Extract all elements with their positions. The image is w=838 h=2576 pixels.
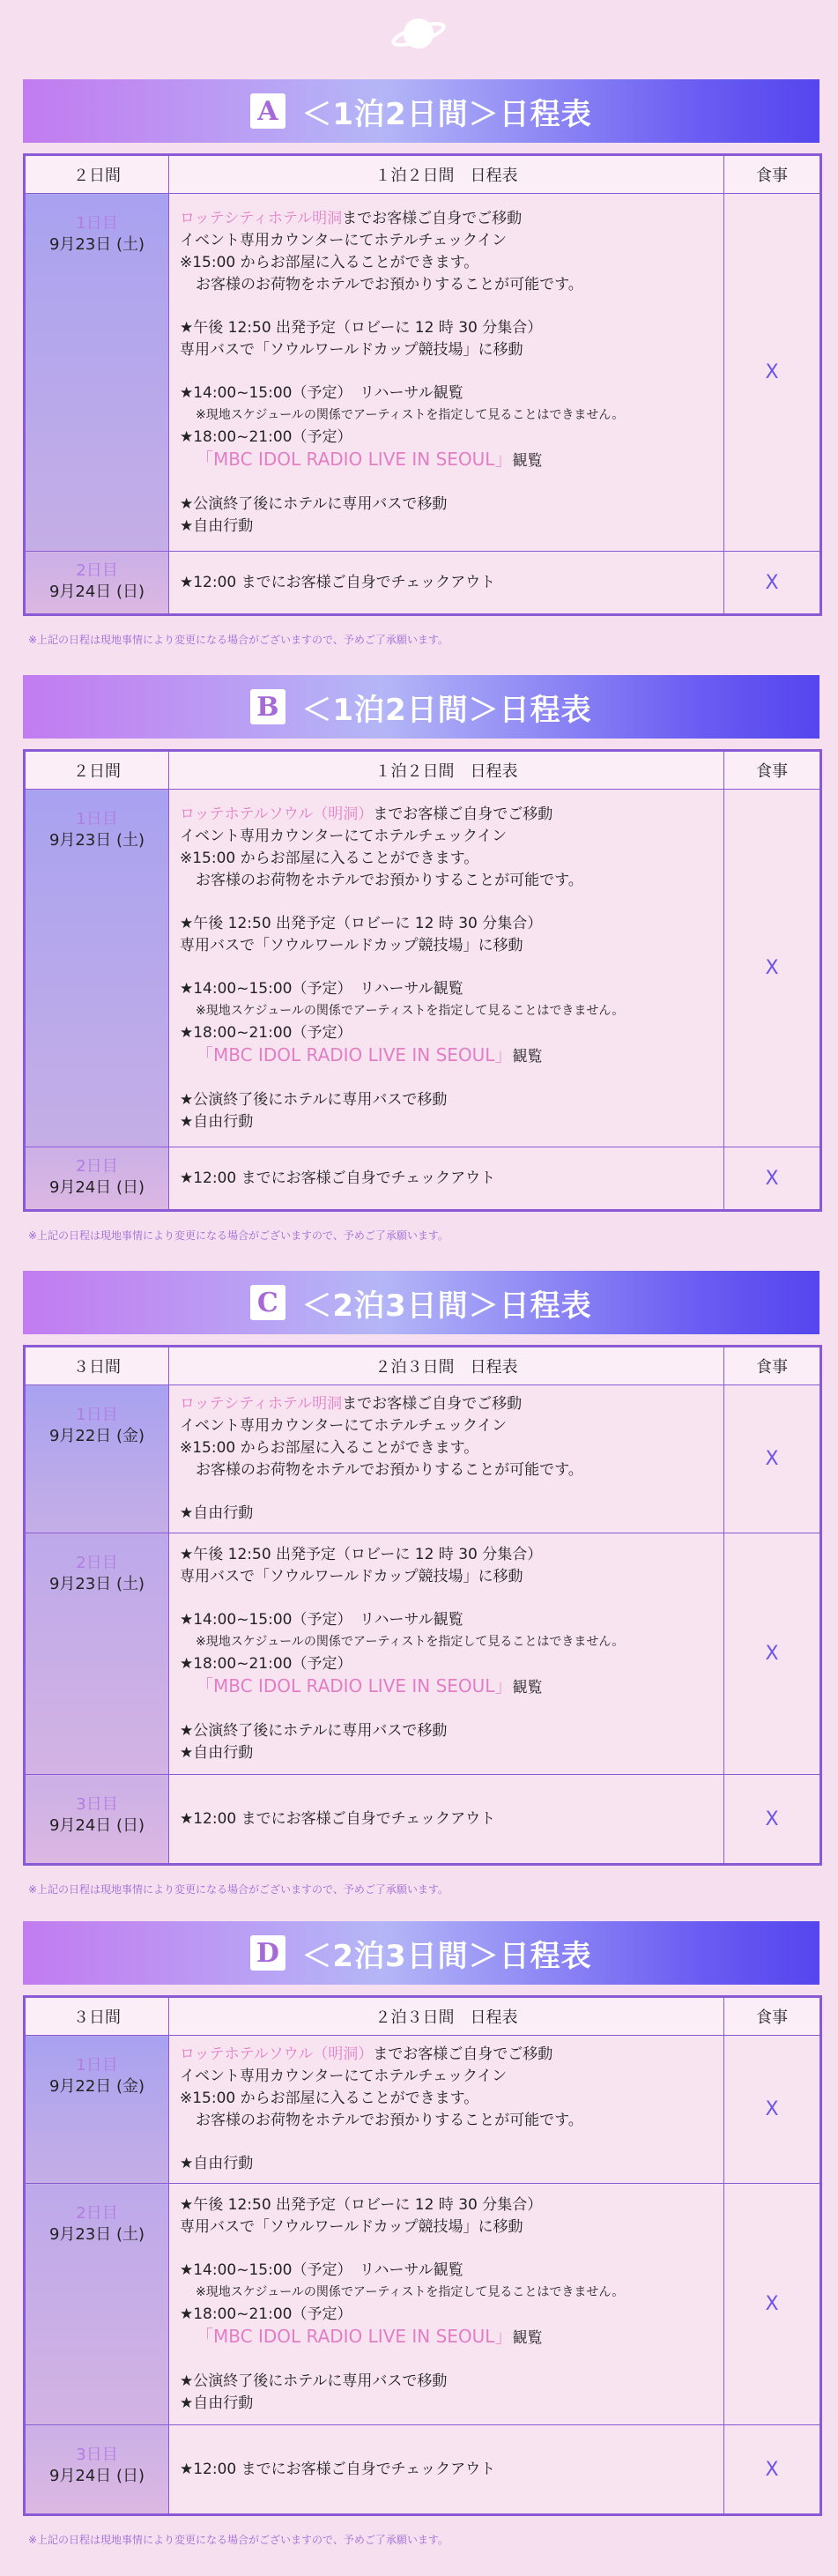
day-number: 3日目 [76,2446,118,2464]
day-date: 9月24日 (日) [48,583,145,601]
day-date: 9月22日 (金) [48,1427,145,1445]
room-time-text: ※15:00 からお部屋に入ることができます。 [180,2090,479,2107]
room-time-text: ※15:00 からお部屋に入ることができます。 [180,849,479,867]
day-date: 9月24日 (日) [48,2467,145,2485]
luggage-text: お客様のお荷物をホテルでお預かりすることが可能です。 [196,275,583,293]
section-banner [23,79,819,143]
header-meal: 食事 [724,155,821,194]
day-cell [25,552,169,615]
header-schedule: １泊２日間 日程表 [169,155,724,194]
hotel-name: ロッテシティホテル明洞 [180,209,343,227]
hotel-name: ロッテホテルソウル（明洞） [180,805,374,823]
rehearsal-text: ★14:00~15:00（予定） リハーサル観覧 [180,2260,463,2279]
show-name: 「MBC IDOL RADIO LIVE IN SEOUL」 [196,448,513,470]
show-name: 「MBC IDOL RADIO LIVE IN SEOUL」 [196,2325,513,2347]
return-text: ★公演終了後にホテルに専用バスで移動 [180,1090,448,1109]
day-cell [25,1533,169,1775]
table-row [25,2184,821,2425]
artist-note: ※現地スケジュールの関係でアーティストを指定して見ることはできません。 [196,1634,625,1649]
free-text: ★自由行動 [180,516,254,535]
luggage-text: お客様のお荷物をホテルでお預かりすることが可能です。 [196,2112,583,2129]
rehearsal-text: ★14:00~15:00（予定） リハーサル観覧 [180,1610,463,1629]
meal-cell: X [724,1147,821,1211]
return-text: ★公演終了後にホテルに専用バスで移動 [180,1721,448,1740]
depart-text: ★午後 12:50 出発予定（ロビーに 12 時 30 分集合） [180,1545,543,1563]
schedule-cell [169,1533,724,1775]
schedule-section-a [23,79,819,647]
day-number: 1日目 [76,810,118,828]
day-cell [25,1775,169,1865]
footnote: ※上記の日程は現地事情により変更になる場合がございますので、予めご了承願います。 [28,2534,449,2546]
hotel-suffix: までお客様ご自身でご移動 [373,805,553,823]
free-text: ★自由行動 [180,1112,254,1131]
watch-text: 観覧 [512,451,543,470]
day-date: 9月23日 (土) [48,1575,145,1593]
hotel-name: ロッテシティホテル明洞 [180,1395,343,1413]
section-title: ＜2泊3日間＞日程表 [301,1938,592,1974]
meal-cell: X [724,552,821,615]
room-time-text: ※15:00 からお部屋に入ることができます。 [180,1439,479,1457]
table-row [25,1385,821,1533]
hotel-suffix: までお客様ご自身でご移動 [342,209,523,227]
day-number: 2日目 [76,1554,118,1572]
header-days: ３日間 [25,1347,169,1385]
table-row [25,194,821,552]
free-text: ★自由行動 [180,1743,254,1762]
header-meal: 食事 [724,1997,821,2036]
schedule-cell [169,2425,724,2515]
show-time-text: ★18:00~21:00（予定） [180,1654,352,1673]
luggage-text: お客様のお荷物をホテルでお預かりすることが可能です。 [196,871,583,889]
day-number: 3日目 [76,1795,118,1814]
watch-text: 観覧 [512,1047,543,1065]
schedule-cell [169,2036,724,2184]
return-text: ★公演終了後にホテルに専用バスで移動 [180,2372,448,2390]
footnote: ※上記の日程は現地事情により変更になる場合がございますので、予めご了承願います。 [28,634,449,646]
schedule-section-c [23,1271,819,1897]
free-text: ★自由行動 [180,2155,254,2172]
schedule-table [23,153,822,616]
day-number: 2日目 [76,561,118,580]
schedule-cell [169,552,724,615]
show-time-text: ★18:00~21:00（予定） [180,427,352,446]
schedule-table [23,749,822,1212]
return-text: ★公演終了後にホテルに専用バスで移動 [180,494,448,513]
room-time-text: ※15:00 からお部屋に入ることができます。 [180,253,479,271]
section-title: ＜1泊2日間＞日程表 [301,96,592,132]
schedule-cell [169,1147,724,1211]
hotel-name: ロッテホテルソウル（明洞） [180,2045,374,2063]
artist-note: ※現地スケジュールの関係でアーティストを指定して見ることはできません。 [196,2284,625,2299]
checkin-text: イベント専用カウンターにてホテルチェックイン [180,231,508,249]
section-badge: A [250,93,286,129]
day-cell [25,790,169,1147]
show-name: 「MBC IDOL RADIO LIVE IN SEOUL」 [196,1043,513,1065]
day-cell [25,1147,169,1211]
checkin-text: イベント専用カウンターにてホテルチェックイン [180,1417,508,1435]
schedule-table [23,1995,822,2516]
bus-text: 専用バスで「ソウルワールドカップ競技場」に移動 [180,340,523,359]
schedule-section-b [23,675,819,1243]
watch-text: 観覧 [512,1678,543,1696]
show-name: 「MBC IDOL RADIO LIVE IN SEOUL」 [196,1674,513,1696]
table-row [25,552,821,615]
checkin-text: イベント専用カウンターにてホテルチェックイン [180,2067,508,2085]
section-banner [23,675,819,739]
free-text: ★自由行動 [180,1504,254,1522]
table-row [25,2036,821,2184]
checkout-text: ★12:00 までにお客様ご自身でチェックアウト [180,2460,496,2478]
depart-text: ★午後 12:50 出発予定（ロビーに 12 時 30 分集合） [180,2195,543,2214]
header-meal: 食事 [724,1347,821,1385]
header-days: ３日間 [25,1997,169,2036]
day-cell [25,2425,169,2515]
table-row [25,2425,821,2515]
section-banner [23,1271,819,1334]
header-schedule: ２泊３日間 日程表 [169,1997,724,2036]
hotel-suffix: までお客様ご自身でご移動 [342,1395,523,1413]
day-cell [25,2184,169,2425]
section-title: ＜1泊2日間＞日程表 [301,692,592,728]
meal-cell: X [724,790,821,1147]
watch-text: 観覧 [512,2328,543,2347]
checkout-text: ★12:00 までにお客様ご自身でチェックアウト [180,573,496,591]
checkout-text: ★12:00 までにお客様ご自身でチェックアウト [180,1169,496,1187]
header-meal: 食事 [724,751,821,790]
day-date: 9月23日 (土) [48,235,145,254]
bus-text: 専用バスで「ソウルワールドカップ競技場」に移動 [180,1567,523,1585]
section-badge: B [250,689,286,724]
header-days: ２日間 [25,751,169,790]
header-days: ２日間 [25,155,169,194]
section-badge: D [250,1935,286,1971]
day-cell [25,2036,169,2184]
meal-cell: X [724,2184,821,2425]
day-date: 9月24日 (日) [48,1816,145,1835]
depart-text: ★午後 12:50 出発予定（ロビーに 12 時 30 分集合） [180,914,543,932]
day-number: 2日目 [76,1157,118,1176]
schedule-cell [169,1775,724,1865]
artist-note: ※現地スケジュールの関係でアーティストを指定して見ることはできません。 [196,1003,625,1018]
schedule-cell [169,2184,724,2425]
schedule-cell [169,1385,724,1533]
rehearsal-text: ★14:00~15:00（予定） リハーサル観覧 [180,979,463,998]
depart-text: ★午後 12:50 出発予定（ロビーに 12 時 30 分集合） [180,318,543,337]
planet-icon [390,11,447,56]
meal-cell: X [724,194,821,552]
meal-cell: X [724,2425,821,2515]
bus-text: 専用バスで「ソウルワールドカップ競技場」に移動 [180,2217,523,2236]
table-row [25,1775,821,1865]
free-text: ★自由行動 [180,2394,254,2412]
day-date: 9月23日 (土) [48,831,145,850]
header-schedule: ２泊３日間 日程表 [169,1347,724,1385]
day-number: 1日目 [76,2056,118,2075]
checkout-text: ★12:00 までにお客様ご自身でチェックアウト [180,1809,496,1828]
checkin-text: イベント専用カウンターにてホテルチェックイン [180,827,508,845]
table-row [25,1147,821,1211]
day-number: 1日目 [76,1406,118,1424]
table-row [25,790,821,1147]
meal-cell: X [724,1533,821,1775]
day-date: 9月24日 (日) [48,1178,145,1197]
schedule-table [23,1345,822,1866]
footnote: ※上記の日程は現地事情により変更になる場合がございますので、予めご了承願います。 [28,1883,449,1896]
footnote: ※上記の日程は現地事情により変更になる場合がございますので、予めご了承願います。 [28,1229,449,1242]
header-schedule: １泊２日間 日程表 [169,751,724,790]
schedule-section-d [23,1921,819,2547]
show-time-text: ★18:00~21:00（予定） [180,1023,352,1042]
hotel-suffix: までお客様ご自身でご移動 [373,2045,553,2063]
meal-cell: X [724,1775,821,1865]
table-row [25,1533,821,1775]
day-date: 9月22日 (金) [48,2077,145,2096]
section-banner [23,1921,819,1985]
rehearsal-text: ★14:00~15:00（予定） リハーサル観覧 [180,383,463,402]
day-number: 1日目 [76,214,118,233]
section-title: ＜2泊3日間＞日程表 [301,1288,592,1324]
day-cell [25,1385,169,1533]
show-time-text: ★18:00~21:00（予定） [180,2305,352,2323]
meal-cell: X [724,1385,821,1533]
section-badge: C [250,1285,286,1320]
schedule-cell [169,790,724,1147]
artist-note: ※現地スケジュールの関係でアーティストを指定して見ることはできません。 [196,407,625,422]
day-number: 2日目 [76,2204,118,2223]
luggage-text: お客様のお荷物をホテルでお預かりすることが可能です。 [196,1461,583,1479]
schedule-cell [169,194,724,552]
day-cell [25,194,169,552]
day-date: 9月23日 (土) [48,2225,145,2244]
bus-text: 専用バスで「ソウルワールドカップ競技場」に移動 [180,936,523,954]
meal-cell: X [724,2036,821,2184]
